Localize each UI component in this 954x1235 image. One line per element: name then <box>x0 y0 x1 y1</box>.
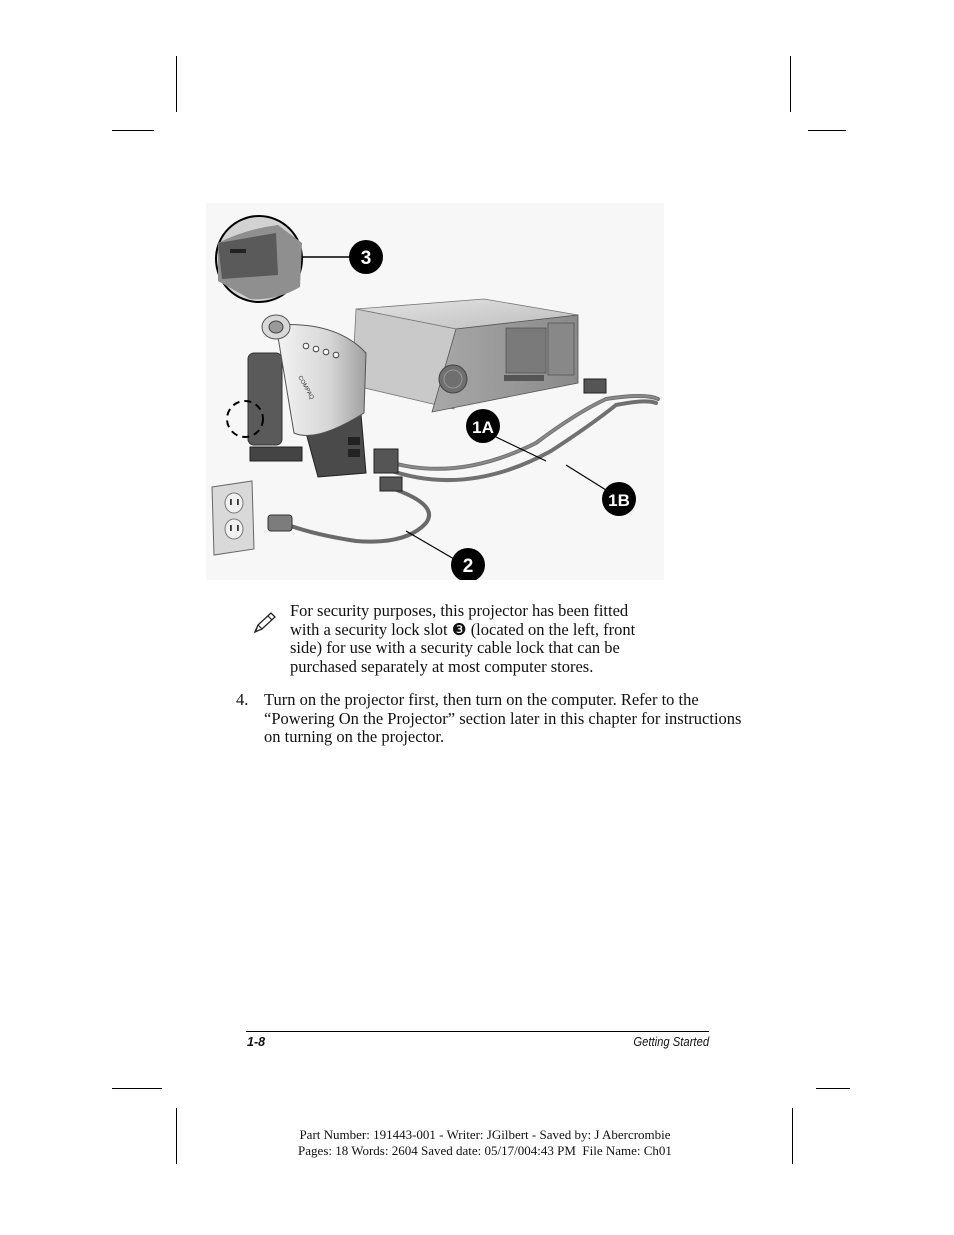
note-line-1: For security purposes, this projector has been fitted <box>290 601 629 620</box>
crop-mark-bottom-right-vertical <box>792 1108 793 1164</box>
footer-rule <box>246 1031 709 1032</box>
power-plug <box>268 515 292 531</box>
note-line-3: side) for use with a security cable lock that can be <box>290 638 620 658</box>
chapter-title: Getting Started <box>633 1035 709 1049</box>
crop-mark-top-left-horizontal <box>112 130 154 131</box>
svg-text:2: 2 <box>462 556 474 577</box>
page-number: 1-8 <box>247 1035 266 1049</box>
pencil-icon <box>252 610 278 636</box>
step-line-2: “Powering On the Projector” section later in this chapter for instructions <box>264 708 742 728</box>
vga-connector-projector <box>374 449 398 473</box>
crop-mark-bottom-left-vertical <box>176 1108 177 1164</box>
crop-mark-top-right-vertical <box>790 56 791 112</box>
callout-3-marker: ❸ <box>451 619 467 639</box>
note-line-4: purchased separately at most computer stores. <box>290 657 594 677</box>
crop-mark-top-left-vertical <box>176 56 177 112</box>
svg-text:1B: 1B <box>608 491 630 510</box>
step-line-1: Turn on the projector first, then turn on the computer. Refer to the <box>264 690 699 709</box>
crop-mark-top-right-horizontal <box>808 130 846 131</box>
crop-mark-bottom-right-horizontal <box>816 1088 850 1089</box>
step-text <box>264 691 776 747</box>
metadata-line-2: Pages: 18 Words: 2604 Saved date: 05/17/004:43 PM File Name: Ch01 <box>298 1143 672 1158</box>
note-text <box>290 602 682 677</box>
crop-mark-bottom-left-horizontal <box>112 1088 162 1089</box>
vga-connector-computer <box>584 379 606 393</box>
step-number: 4. <box>236 690 249 709</box>
connection-illustration <box>206 203 664 580</box>
svg-text:1A: 1A <box>472 418 494 437</box>
step-line-3: on turning on the projector. <box>264 727 445 747</box>
svg-text:COMPAQ: COMPAQ <box>296 375 315 401</box>
power-connector <box>380 477 402 491</box>
svg-text:3: 3 <box>360 248 372 269</box>
metadata-line-1: Part Number: 191443-001 - Writer: JGilbert - Saved by: J Abercrombie <box>299 1127 671 1142</box>
note-line-2: with a security lock slot ❸ (located on the left, front <box>290 619 636 639</box>
callout-3 <box>349 240 383 274</box>
wall-outlet-illustration <box>212 481 254 555</box>
document-metadata <box>200 1127 770 1159</box>
